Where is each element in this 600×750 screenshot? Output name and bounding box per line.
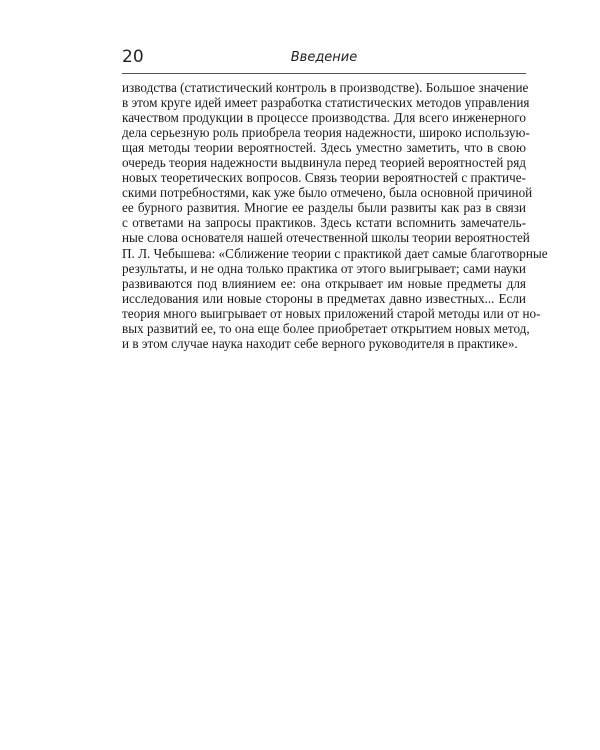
text-line: П. Л. Чебышева: «Сближение теории с практикой дает самые благотворные (122, 245, 548, 261)
text-line-last: и в этом случае наука находит себе верного руководителя в практике». (122, 335, 518, 351)
text-line: очередь теория надежности выдвинула перед теорией вероятностей ряд (122, 155, 526, 171)
text-line: качеством продукции в процессе производства. Для всего инженерного (122, 110, 526, 126)
text-line: в этом круге идей имеет разработка статистических методов управления (122, 95, 530, 111)
body-paragraph (122, 80, 548, 351)
text-line: теория много выигрывает от новых приложений старой методы или от но- (122, 305, 541, 321)
text-line: изводства (статистический контроль в производстве). Большое значение (122, 80, 529, 95)
text-line: новых теоретических вопросов. Связь теории вероятностей с практиче- (122, 170, 526, 186)
text-line: с ответами на запросы практиков. Здесь кстати вспомнить замечатель- (122, 215, 526, 231)
text-line: скими потребностями, как уже было отмечено, была основной причиной (122, 185, 533, 201)
page-header (122, 47, 526, 74)
running-title: Введение (290, 50, 358, 65)
text-line: развиваются под влиянием ее: она открывает им новые предметы для (122, 275, 526, 291)
text-line: ее бурного развития. Многие ее разделы были развиты как раз в связи (122, 200, 526, 216)
text-line: дела серьезную роль приобрела теория надежности, широко использую- (122, 125, 530, 141)
page-number: 20 (122, 47, 144, 67)
text-line: щая методы теории вероятностей. Здесь уместно заметить, что в свою (122, 140, 526, 156)
text-line: результаты, и не одна только практика от этого выигрывает; сами науки (122, 260, 526, 276)
text-line: ные слова основателя нашей отечественной школы теории вероятностей (122, 230, 530, 246)
text-line: исследования или новые стороны в предметах давно известных... Если (122, 290, 526, 306)
text-line: вых развитий ее, то она еще более приобретает открытием новых метод, (122, 320, 530, 336)
